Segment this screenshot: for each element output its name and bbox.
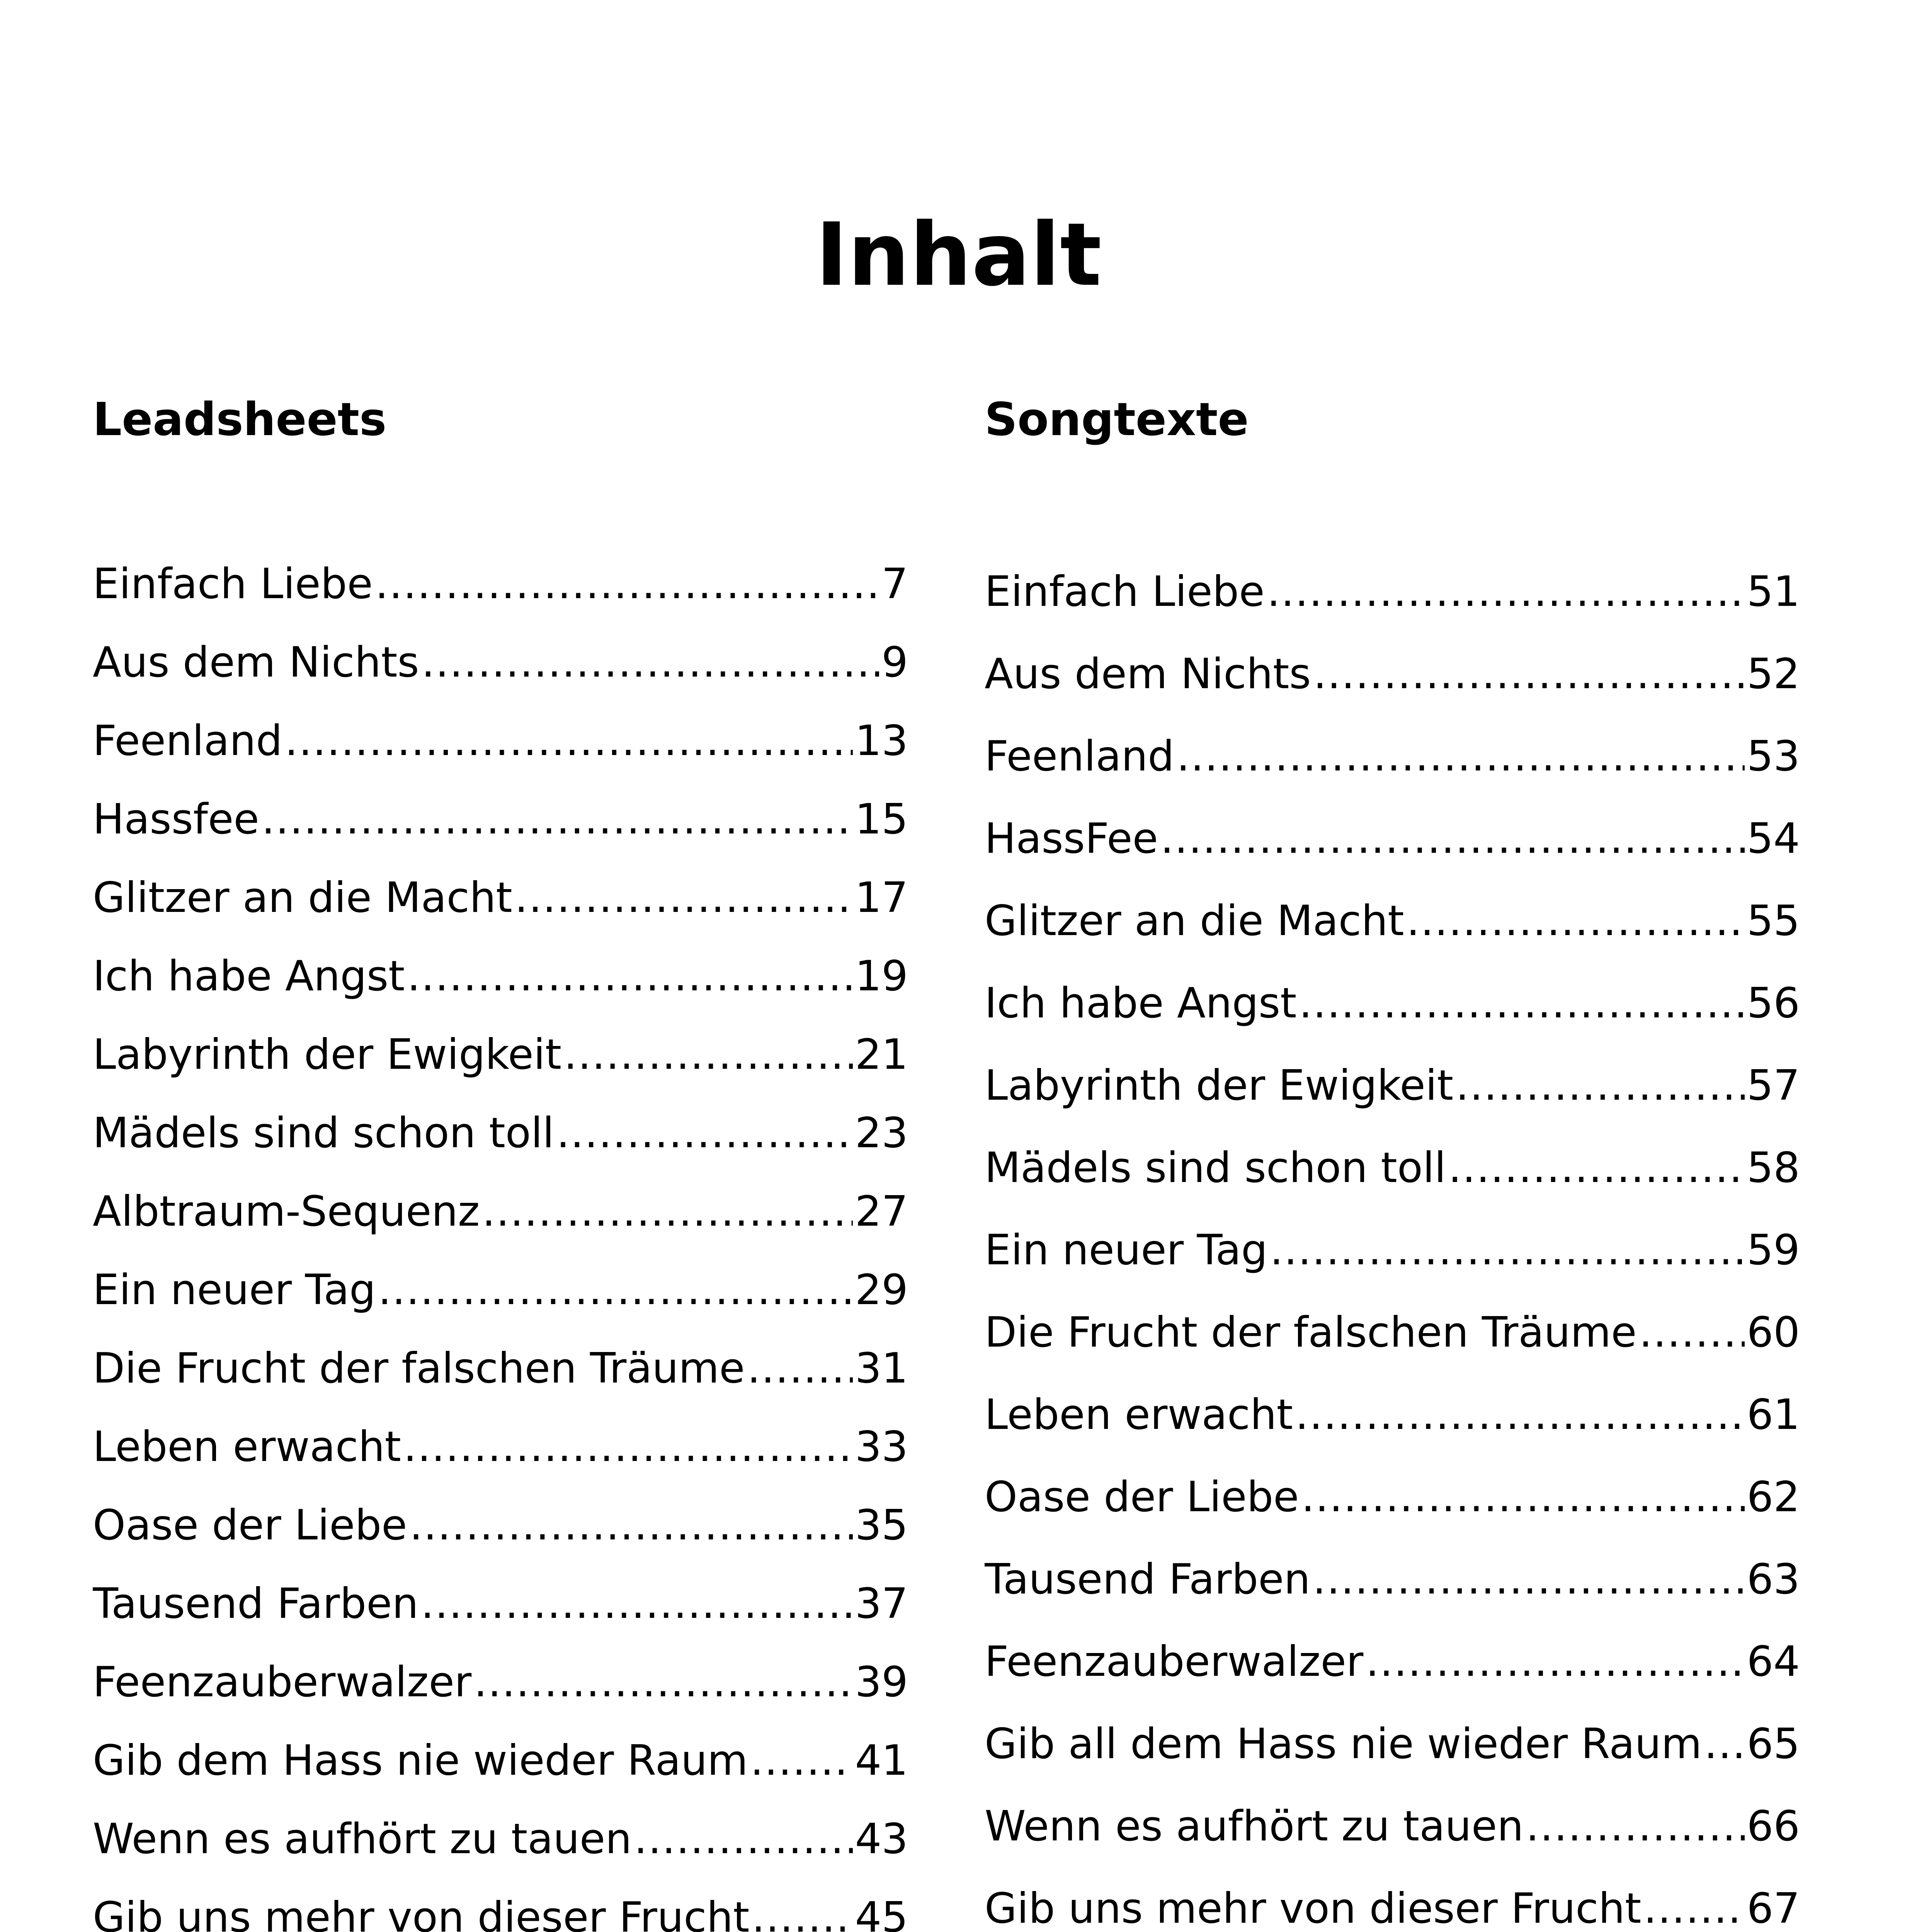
dot-leader [1177, 715, 1745, 798]
dot-leader [1639, 1291, 1745, 1374]
toc-entry-page-number: 67 [1747, 1884, 1800, 1932]
toc-entry-page-number: 61 [1747, 1391, 1800, 1439]
toc-entry-title: Leben erwacht [93, 1423, 401, 1471]
toc-entry[interactable] [93, 1721, 908, 1800]
toc-entry-title: Feenland [93, 717, 282, 765]
dot-leader [410, 1486, 853, 1565]
toc-entry-title: Glitzer an die Macht [93, 874, 512, 922]
toc-entry[interactable] [93, 702, 908, 780]
toc-entry-page-number: 39 [855, 1658, 908, 1706]
toc-entry-page-number: 45 [855, 1893, 908, 1932]
toc-entry-title: Labyrinth der Ewigkeit [93, 1031, 562, 1079]
toc-entry-page-number: 64 [1747, 1638, 1800, 1686]
toc-entry-title: Ein neuer Tag [93, 1266, 376, 1314]
dot-leader [752, 1878, 852, 1932]
dot-leader [482, 1172, 853, 1251]
toc-entry-page-number: 23 [855, 1109, 908, 1157]
toc-entry[interactable] [93, 1643, 908, 1721]
toc-entry-page-number: 54 [1747, 815, 1800, 863]
toc-entry[interactable] [985, 1621, 1800, 1703]
dot-leader [407, 937, 852, 1015]
dot-leader [474, 1643, 852, 1721]
toc-entry-page-number: 7 [881, 560, 908, 608]
dot-leader [750, 1721, 853, 1800]
toc-entry[interactable] [93, 1486, 908, 1565]
dot-leader [1448, 1127, 1745, 1209]
dot-leader [403, 1408, 853, 1486]
dot-leader [1704, 1703, 1744, 1785]
toc-entry[interactable] [985, 798, 1800, 880]
dot-leader [421, 1565, 853, 1643]
toc-entry-title: Gib all dem Hass nie wieder Raum [985, 1720, 1702, 1768]
toc-entry-page-number: 52 [1747, 650, 1800, 698]
toc-entry-page-number: 33 [855, 1423, 908, 1471]
toc-entry[interactable] [985, 551, 1800, 633]
toc-entry[interactable] [93, 545, 908, 623]
songtexte-heading: Songtexte [985, 393, 1249, 446]
dot-leader [1299, 962, 1744, 1044]
toc-entry-title: Ich habe Angst [985, 979, 1297, 1027]
dot-leader [422, 623, 879, 702]
toc-entry-title: Oase der Liebe [93, 1501, 407, 1549]
dot-leader [1366, 1621, 1744, 1703]
dot-leader [556, 1094, 853, 1172]
toc-entry[interactable] [985, 1127, 1800, 1209]
toc-entry-page-number: 21 [855, 1031, 908, 1079]
toc-entry-page-number: 13 [855, 717, 908, 765]
dot-leader [634, 1800, 853, 1878]
toc-entry-page-number: 19 [855, 952, 908, 1000]
toc-entry-title: Gib uns mehr von dieser Frucht [93, 1893, 750, 1932]
dot-leader [1407, 880, 1745, 962]
toc-entry-page-number: 27 [855, 1187, 908, 1236]
toc-entry[interactable] [985, 1374, 1800, 1456]
dot-leader [1267, 551, 1745, 633]
dot-leader [1643, 1867, 1744, 1932]
toc-entry-title: Leben erwacht [985, 1391, 1293, 1439]
toc-entry[interactable] [985, 1291, 1800, 1374]
toc-entry-title: Einfach Liebe [93, 560, 373, 608]
toc-entry-title: Labyrinth der Ewigkeit [985, 1061, 1454, 1110]
toc-entry-page-number: 37 [855, 1580, 908, 1628]
toc-entry-page-number: 57 [1747, 1061, 1800, 1110]
page-title: Inhalt [815, 204, 1102, 306]
toc-entry-title: Feenland [985, 732, 1174, 781]
toc-entry[interactable] [93, 859, 908, 937]
toc-entry-title: Die Frucht der falschen Träume [93, 1344, 745, 1393]
toc-entry-title: Aus dem Nichts [93, 638, 419, 687]
toc-entry[interactable] [985, 633, 1800, 715]
toc-entry-page-number: 60 [1747, 1308, 1800, 1357]
toc-entry-title: Wenn es aufhört zu tauen [985, 1802, 1524, 1850]
toc-entry-page-number: 35 [855, 1501, 908, 1549]
toc-entry[interactable] [985, 1703, 1800, 1785]
toc-entry[interactable] [985, 1209, 1800, 1291]
dot-leader [285, 702, 853, 780]
dot-leader [1160, 798, 1745, 880]
toc-entry-title: Feenzauberwalzer [93, 1658, 472, 1706]
toc-entry[interactable] [985, 880, 1800, 962]
toc-entry-page-number: 55 [1747, 897, 1800, 945]
toc-entry-page-number: 59 [1747, 1226, 1800, 1274]
toc-entry-title: Mädels sind schon toll [985, 1144, 1446, 1192]
toc-entry-page-number: 63 [1747, 1555, 1800, 1604]
toc-entry[interactable] [93, 1800, 908, 1878]
toc-entry-page-number: 51 [1747, 568, 1800, 616]
toc-entry-page-number: 66 [1747, 1802, 1800, 1850]
dot-leader [378, 1251, 852, 1329]
leadsheets-toc-list [93, 545, 908, 1932]
dot-leader [262, 780, 853, 859]
toc-entry-page-number: 15 [855, 795, 908, 844]
toc-entry-title: Einfach Liebe [985, 568, 1265, 616]
leadsheets-heading: Leadsheets [93, 393, 387, 446]
toc-entry-page-number: 65 [1747, 1720, 1800, 1768]
toc-entry[interactable] [93, 1094, 908, 1172]
toc-entry[interactable] [985, 715, 1800, 798]
toc-entry[interactable] [985, 1538, 1800, 1621]
dot-leader [375, 545, 879, 623]
toc-entry-title: Aus dem Nichts [985, 650, 1311, 698]
toc-entry[interactable] [93, 1878, 908, 1932]
dot-leader [1313, 1538, 1745, 1621]
toc-entry-title: Ein neuer Tag [985, 1226, 1268, 1274]
toc-entry-page-number: 53 [1747, 732, 1800, 781]
toc-entry-title: Glitzer an die Macht [985, 897, 1404, 945]
dot-leader [564, 1015, 852, 1094]
toc-entry-page-number: 17 [855, 874, 908, 922]
dot-leader [1313, 633, 1745, 715]
toc-entry[interactable] [93, 1329, 908, 1408]
toc-entry-title: Wenn es aufhört zu tauen [93, 1815, 632, 1863]
toc-entry-title: Tausend Farben [985, 1555, 1311, 1604]
toc-entry-title: Hassfee [93, 795, 259, 844]
toc-entry[interactable] [985, 1785, 1800, 1867]
toc-entry[interactable] [93, 780, 908, 859]
toc-entry[interactable] [985, 962, 1800, 1044]
dot-leader [1270, 1209, 1744, 1291]
dot-leader [1456, 1044, 1744, 1127]
toc-entry-page-number: 62 [1747, 1473, 1800, 1521]
toc-entry-title: Feenzauberwalzer [985, 1638, 1364, 1686]
toc-entry-title: Die Frucht der falschen Träume [985, 1308, 1637, 1357]
toc-entry-page-number: 43 [855, 1815, 908, 1863]
toc-entry-page-number: 41 [855, 1736, 908, 1785]
toc-entry[interactable] [93, 1408, 908, 1486]
toc-entry[interactable] [93, 623, 908, 702]
toc-entry-title: HassFee [985, 815, 1158, 863]
toc-entry[interactable] [985, 1867, 1800, 1932]
toc-entry[interactable] [985, 1044, 1800, 1127]
toc-entry-page-number: 58 [1747, 1144, 1800, 1192]
toc-entry[interactable] [93, 937, 908, 1015]
toc-entry-title: Tausend Farben [93, 1580, 419, 1628]
toc-entry-title: Mädels sind schon toll [93, 1109, 554, 1157]
toc-entry-page-number: 9 [881, 638, 908, 687]
dot-leader [747, 1329, 853, 1408]
toc-entry[interactable] [985, 1456, 1800, 1538]
dot-leader [515, 859, 853, 937]
dot-leader [1526, 1785, 1745, 1867]
toc-entry-title: Gib uns mehr von dieser Frucht [985, 1884, 1641, 1932]
toc-entry[interactable] [93, 1251, 908, 1329]
dot-leader [1295, 1374, 1745, 1456]
toc-entry-page-number: 29 [855, 1266, 908, 1314]
toc-entry-page-number: 56 [1747, 979, 1800, 1027]
songtexte-toc-list [985, 551, 1800, 1932]
toc-entry[interactable] [93, 1015, 908, 1094]
toc-entry-title: Oase der Liebe [985, 1473, 1299, 1521]
toc-entry-title: Albtraum-Sequenz [93, 1187, 480, 1236]
toc-entry-title: Gib dem Hass nie wieder Raum [93, 1736, 748, 1785]
toc-entry-page-number: 31 [855, 1344, 908, 1393]
toc-entry[interactable] [93, 1172, 908, 1251]
toc-entry[interactable] [93, 1565, 908, 1643]
dot-leader [1301, 1456, 1745, 1538]
toc-entry-title: Ich habe Angst [93, 952, 405, 1000]
